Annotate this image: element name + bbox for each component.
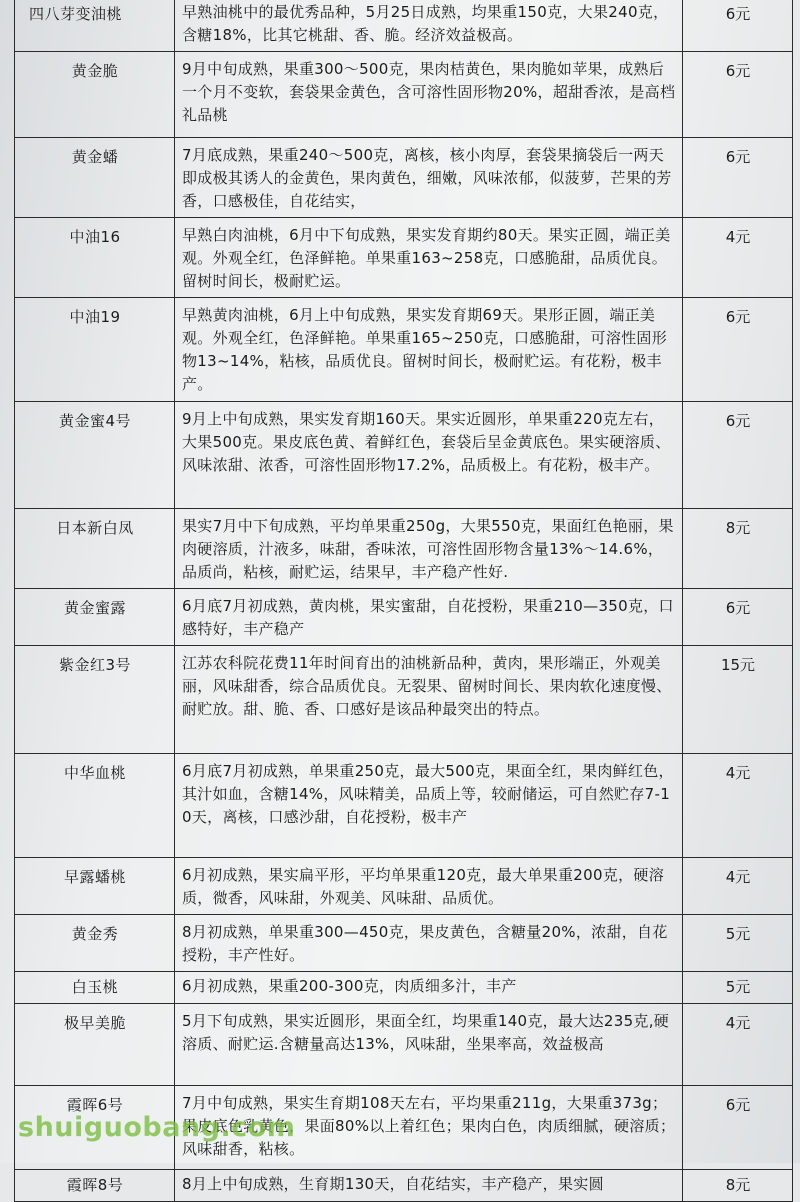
variety-price: 4元	[683, 1004, 793, 1086]
variety-price: 6元	[683, 52, 793, 138]
table-row	[15, 858, 793, 915]
variety-price: 6元	[683, 298, 793, 402]
variety-name: 白玉桃	[15, 972, 175, 1004]
variety-price: 6元	[683, 138, 793, 218]
site-watermark: shuiguobang.com	[18, 1112, 296, 1143]
variety-price: 8元	[683, 509, 793, 589]
variety-name: 黄金蟠	[15, 138, 175, 218]
variety-name: 霞晖6号	[15, 1086, 175, 1170]
variety-description: 6月初成熟，果实扁平形，平均单果重120克，最大单果重200克，硬溶质，微香，风味甜，外观美、风味甜、品质优。	[175, 858, 683, 915]
table-row	[15, 218, 793, 298]
variety-price: 6元	[683, 589, 793, 646]
variety-name: 霞晖8号	[15, 1170, 175, 1202]
table-row	[15, 509, 793, 589]
variety-name: 四八芽变油桃	[15, 0, 175, 52]
table-row	[15, 0, 793, 52]
variety-description: 6月底7月初成熟，单果重250克，最大500克，果面全红，果肉鲜红色，其汁如血，含糖14%，风味精美，品质上等，较耐储运，可自然贮存7-10天，离核，口感沙甜，自花授粉，极丰产	[175, 754, 683, 858]
variety-name: 极早美脆	[15, 1004, 175, 1086]
variety-name: 中油19	[15, 298, 175, 402]
variety-name: 中油16	[15, 218, 175, 298]
variety-description: 6月底7月初成熟，黄肉桃，果实蜜甜，自花授粉，果重210—350克，口感特好，丰产稳产	[175, 589, 683, 646]
variety-description: 果实7月中下旬成熟，平均单果重250g，大果550克，果面红色艳丽，果肉硬溶质，汁液多，味甜，香味浓，可溶性固形物含量13%～14.6%，品质尚，粘核，耐贮运，结果早，丰产稳产性好.	[175, 509, 683, 589]
variety-price: 6元	[683, 0, 793, 52]
variety-price-table	[14, 0, 793, 1202]
variety-name: 早露蟠桃	[15, 858, 175, 915]
variety-description: 6月初成熟，果重200-300克，肉质细多汁，丰产	[175, 972, 683, 1004]
table-row	[15, 1004, 793, 1086]
variety-description: 江苏农科院花费11年时间育出的油桃新品种，黄肉，果形端正，外观美丽，风味甜香，综合品质优良。无裂果、留树时间长、果肉软化速度慢、耐贮放。甜、脆、香、口感好是该品种最突出的特点。	[175, 646, 683, 754]
variety-price: 5元	[683, 972, 793, 1004]
variety-description: 早熟黄肉油桃，6月上中旬成熟，果实发育期69天。果形正圆，端正美观。外观全红，色泽鲜艳。单果重165~250克，口感脆甜，可溶性固形物13~14%，粘核，品质优良。留树时间长，极耐贮运。有花粉，极丰产。	[175, 298, 683, 402]
variety-price: 4元	[683, 218, 793, 298]
table-row	[15, 754, 793, 858]
variety-description: 8月初成熟，单果重300—450克，果皮黄色，含糖量20%，浓甜，自花授粉，丰产性好。	[175, 915, 683, 972]
variety-name: 黄金蜜4号	[15, 402, 175, 509]
variety-name: 黄金秀	[15, 915, 175, 972]
variety-description: 5月下旬成熟，果实近圆形，果面全红，均果重140克，最大达235克,硬溶质、耐贮运.含糖量高达13%，风味甜，坐果率高，效益极高	[175, 1004, 683, 1086]
table-row	[15, 138, 793, 218]
variety-description: 早熟油桃中的最优秀品种，5月25日成熟，均果重150克，大果240克，含糖18%，比其它桃甜、香、脆。经济效益极高。	[175, 0, 683, 52]
variety-description: 早熟白肉油桃，6月中下旬成熟，果实发育期约80天。果实正圆，端正美观。外观全红，色泽鲜艳。单果重163~258克，口感脆甜，品质优良。留树时间长，极耐贮运。	[175, 218, 683, 298]
table-row	[15, 298, 793, 402]
variety-price: 4元	[683, 858, 793, 915]
variety-price: 8元	[683, 1170, 793, 1202]
variety-name: 黄金蜜露	[15, 589, 175, 646]
variety-price: 6元	[683, 402, 793, 509]
variety-price: 5元	[683, 915, 793, 972]
variety-description: 8月上中旬成熟，生育期130天，自花结实，丰产稳产，果实圆	[175, 1170, 683, 1202]
table-row	[15, 52, 793, 138]
table-row	[15, 915, 793, 972]
table-row	[15, 589, 793, 646]
variety-description: 7月中旬成熟，果实生育期108天左右，平均果重211g，大果重373g；果皮底色乳黄色，果面80%以上着红色；果肉白色，肉质细腻，硬溶质；风味甜香，粘核。	[175, 1086, 683, 1170]
variety-description: 7月底成熟，果重240～500克，离核，核小肉厚，套袋果摘袋后一两天即成极其诱人的金黄色，果肉黄色，细嫩，风味浓郁，似菠萝，芒果的芳香，口感极佳，自花结实，	[175, 138, 683, 218]
variety-price: 15元	[683, 646, 793, 754]
variety-description: 9月中旬成熟，果重300～500克，果肉桔黄色，果肉脆如苹果，成熟后一个月不变软，套袋果金黄色，含可溶性固形物20%，超甜香浓，是高档礼品桃	[175, 52, 683, 138]
variety-price: 4元	[683, 754, 793, 858]
table-row	[15, 1170, 793, 1202]
variety-name: 中华血桃	[15, 754, 175, 858]
table-row	[15, 402, 793, 509]
table-row	[15, 646, 793, 754]
variety-name: 黄金脆	[15, 52, 175, 138]
variety-price: 6元	[683, 1086, 793, 1170]
table-row	[15, 972, 793, 1004]
variety-name: 紫金红3号	[15, 646, 175, 754]
variety-description: 9月上中旬成熟，果实发育期160天。果实近圆形，单果重220克左右，大果500克。果皮底色黄、着鲜红色，套袋后呈金黄底色。果实硬溶质、风味浓甜、浓香，可溶性固形物17.2%，品质极上。有花粉，极丰产。	[175, 402, 683, 509]
variety-name: 日本新白凤	[15, 509, 175, 589]
